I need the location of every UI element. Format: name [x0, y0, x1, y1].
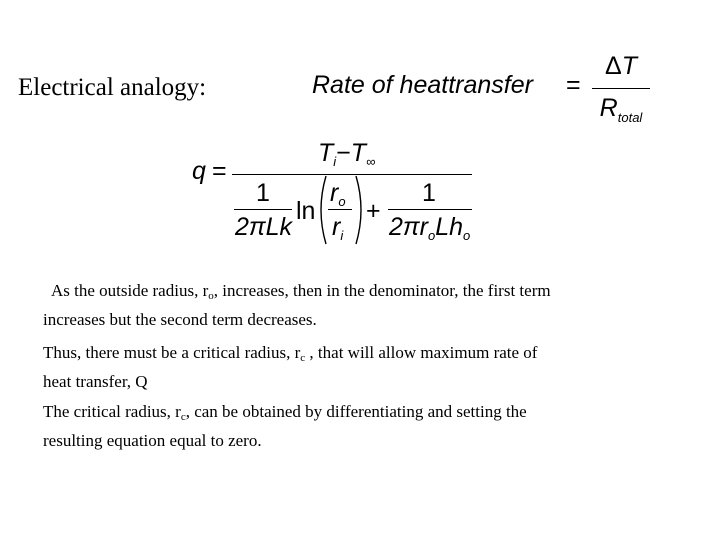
eq2-term2-bar	[388, 209, 472, 210]
eq2-equals: =	[212, 157, 227, 185]
eq1-fraction-bar	[592, 88, 650, 89]
eq2-term1-den: 2πLk	[235, 213, 293, 241]
eq2-ro: $r_o$	[330, 179, 346, 209]
paragraph-3: The critical radius, rc, can be obtained by differentiating and setting the resulting equation equal to zero.	[43, 402, 527, 450]
eq2-ln: ln	[296, 197, 316, 225]
eq1-equals: =	[566, 71, 581, 99]
eq2-q: q	[192, 157, 206, 185]
eq2-plus: +	[366, 197, 381, 225]
paragraph-2: Thus, there must be a critical radius, rc , that will allow maximum rate of heat transfer, Q	[43, 343, 538, 391]
eq1-denominator	[592, 94, 650, 125]
section-heading: Electrical analogy:	[18, 74, 207, 101]
eq1-delta: Δ	[605, 52, 622, 80]
eq1-numerator	[592, 52, 650, 81]
eq1-R: R	[599, 94, 618, 122]
eq2-ratio-bar	[328, 209, 352, 210]
eq1-R-sub: total	[617, 110, 643, 125]
eq2-term2-one: 1	[422, 179, 436, 207]
eq2-term2-den: $2\pi r_oLh_o$	[389, 213, 471, 243]
eq1-T: T	[621, 52, 637, 80]
eq2-term1-bar	[234, 209, 292, 210]
eq2-ri: $r_i$	[332, 213, 344, 243]
eq1-lhs: Rate of heattransfer	[312, 71, 533, 99]
paragraph-1: As the outside radius, ro, increases, then in the denominator, the first term increases but the second term decreases.	[43, 281, 551, 329]
eq2-numerator: $T_i-T_\infty$	[318, 139, 376, 169]
eq2-term1-one: 1	[256, 179, 270, 207]
